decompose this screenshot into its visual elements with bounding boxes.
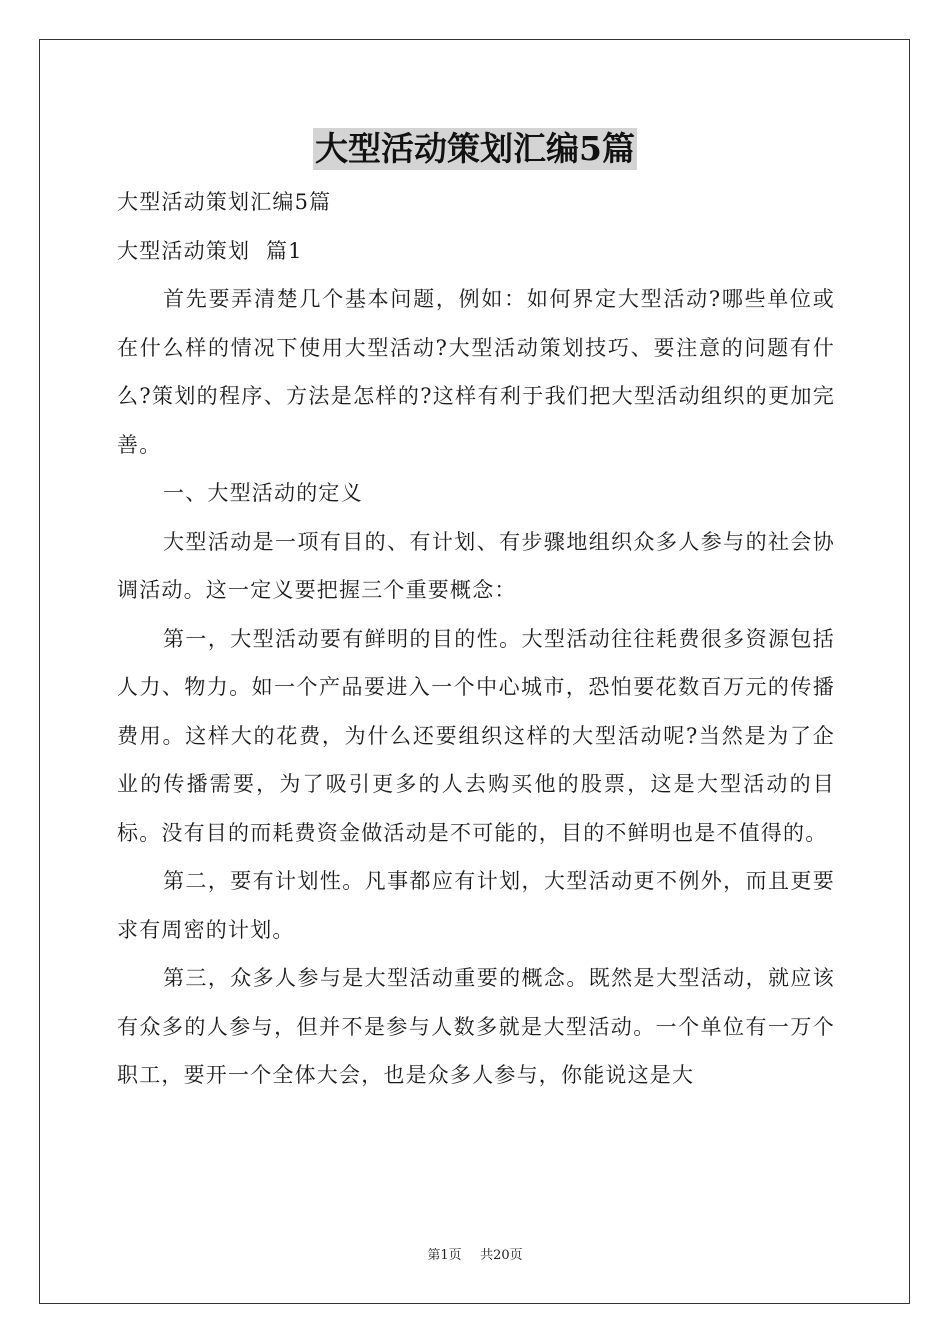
paragraph-heading: 一、大型活动的定义 xyxy=(163,481,363,505)
page-total: 共20页 xyxy=(480,1248,523,1263)
page-number: 第1页 xyxy=(427,1248,462,1263)
document-subtitle: 大型活动策划汇编5篇 xyxy=(117,190,332,214)
paragraph: 第一，大型活动要有鲜明的目的性。大型活动往往耗费很多资源包括人力、物力。如一个产品要进入一个中心城市，恐怕要花数百万元的传播费用。这样大的花费，为什么还要组织这样的大型活动呢?当然是为了企业的传播需要，为了吸引更多的人去购买他的股票，这是大型活动的目标。没有目的而耗费资金做活动是不可能的，目的不鲜明也是不值得的。 xyxy=(117,626,835,845)
paragraph: 第三，众多人参与是大型活动重要的概念。既然是大型活动，就应该有众多的人参与，但并不是参与人数多就是大型活动。一个单位有一万个职工，要开一个全体大会，也是众多人参与，你能说这是大 xyxy=(117,966,835,1087)
paragraph: 第二，要有计划性。凡事都应有计划，大型活动更不例外，而且更要求有周密的计划。 xyxy=(117,869,835,942)
section-heading: 大型活动策划 篇1 xyxy=(117,238,303,263)
paragraph: 大型活动是一项有目的、有计划、有步骤地组织众多人参与的社会协调活动。这一定义要把握三个重要概念： xyxy=(117,529,835,602)
title-wrap xyxy=(0,128,950,170)
document-body xyxy=(117,178,835,1100)
paragraph: 首先要弄清楚几个基本问题，例如：如何界定大型活动?哪些单位或在什么样的情况下使用大型活动?大型活动策划技巧、要注意的问题有什么?策划的程序、方法是怎样的?这样有利于我们把大型活动组织的更加完善。 xyxy=(117,287,835,457)
document-title: 大型活动策划汇编5篇 xyxy=(315,129,635,168)
page-footer xyxy=(0,1244,950,1263)
